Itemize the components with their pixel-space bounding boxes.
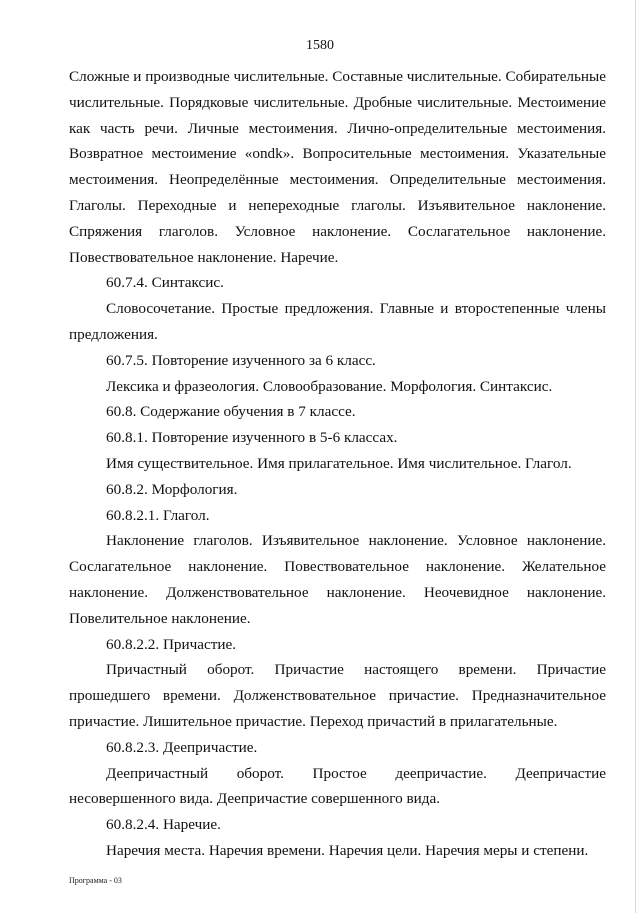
paragraph-review-grade-6: Лексика и фразеология. Словообразование. Морфология. Синтаксис. [106,377,553,395]
page-number: 1580 [306,38,334,53]
paragraph-syntax: Словосочетание. Простые предложения. Главные и второстепенные члены предложения. [69,300,606,343]
section-heading-morphology: 60.8.2. Морфология. [106,480,238,498]
section-heading-adverb: 60.8.2.4. Наречие. [106,816,221,834]
paragraph-pronouns-verbs: Сложные и производные числительные. Составные числительные. Собирательные числительные. Порядковые числительные. Дробные числительные. Местоимение как часть речи. Личные местоимения. Лично-определительные местоимения. Возвратное местоимение «ondk». Вопросительные местоимения. Указательные местоимения. Неопределённые местоимения. Определительные местоимения. Глаголы. Переходные и непереходные глаголы. Изъявительное наклонение. Спряжения глаголов. Условное наклонение. Сослагательное наклонение. Повествовательное наклонение. Наречие. [69,68,606,266]
paragraph-verb-moods: Наклонение глаголов. Изъявительное наклонение. Условное наклонение. Сослагательное наклонение. Повествовательное наклонение. Желательное наклонение. Долженствовательное наклонение. Неочевидное наклонение. Повелительное наклонение. [69,532,606,627]
section-heading-grade-7: 60.8. Содержание обучения в 7 классе. [106,403,356,421]
paragraph-review-grades-5-6: Имя существительное. Имя прилагательное. Имя числительное. Глагол. [106,454,572,472]
paragraph-participle: Причастный оборот. Причастие настоящего времени. Причастие прошедшего времени. Долженствовательное причастие. Предназначительное причастие. Лишительное причастие. Переход причастий в прилагательные. [69,661,606,730]
section-heading-participle: 60.8.2.2. Причастие. [106,635,237,653]
section-heading-gerund: 60.8.2.3. Деепричастие. [106,738,258,756]
scan-edge-divider [635,0,636,913]
paragraph-gerund: Деепричастный оборот. Простое деепричастие. Деепричастие несовершенного вида. Деепричастие совершенного вида. [69,764,606,808]
paragraph-adverb: Наречия места. Наречия времени. Наречия цели. Наречия меры и степени. [106,841,589,859]
section-heading-verb: 60.8.2.1. Глагол. [106,506,210,524]
document-body [69,64,606,864]
page-footer: Программа - 03 [69,876,122,885]
section-heading-review-grades-5-6: 60.8.1. Повторение изученного в 5-6 классах. [106,429,398,447]
section-heading-syntax: 60.7.4. Синтаксис. [106,274,224,292]
section-heading-review-grade-6: 60.7.5. Повторение изученного за 6 класс. [106,351,376,369]
